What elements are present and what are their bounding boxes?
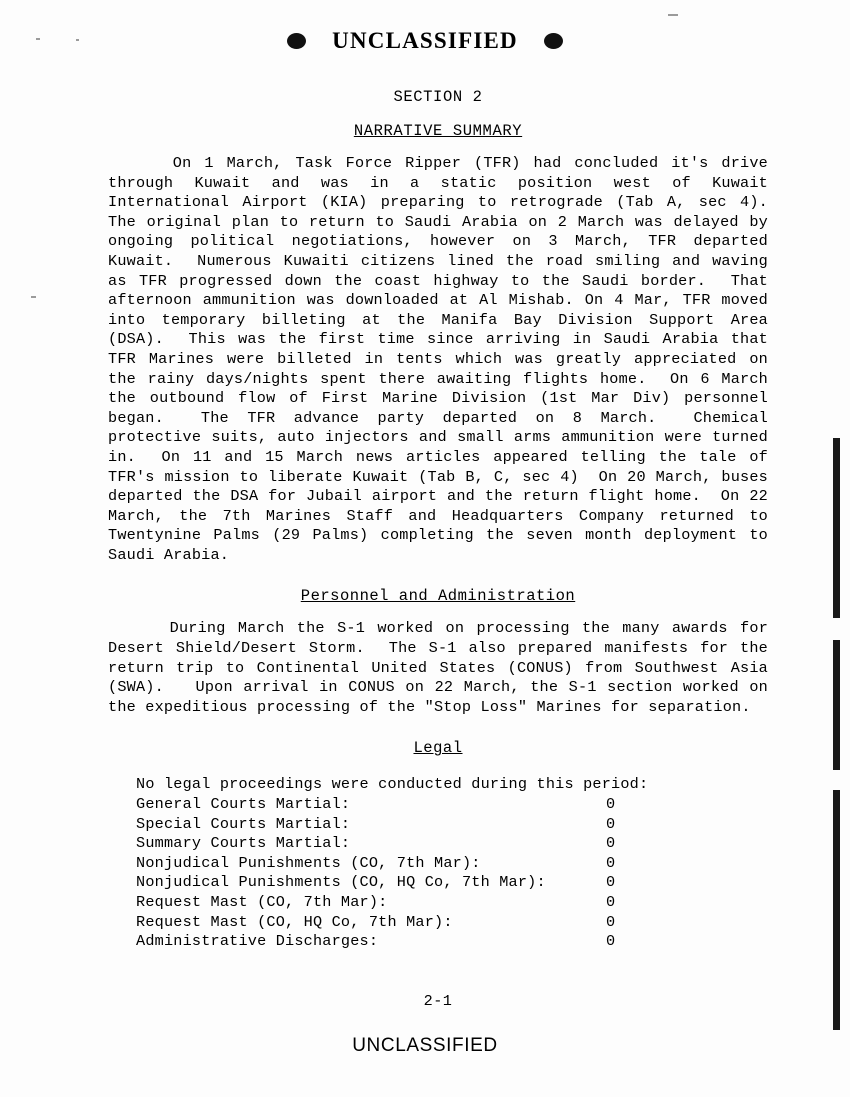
narrative-paragraph: On 1 March, Task Force Ripper (TFR) had concluded it's drive through Kuwait and was in a static position west of Kuwait International Airport (KIA) preparing to retrograde (Tab A, sec 4). The original plan to return to Saudi Arabia on 2 March was delayed by ongoing political negotiations, however on 3 March, TFR departed Kuwait. Numerous Kuwaiti citizens lined the road smiling and waving as TFR progressed down the coast highway to the Saudi border. That afternoon ammunition was downloaded at Al Mishab. On 4 Mar, TFR moved into temporary billeting at the Manifa Bay Division Support Area (DSA). This was the first time since arriving in Saudi Arabia that TFR Marines were billeted in tents which was greatly appreciated on the rainy days/nights spent there awaiting flights home. On 6 March the outbound flow of First Marine Division (1st Mar Div) personnel began. The TFR advance party departed on 8 March. Chemical protective suits, auto injectors and small arms ammunition were turned in. On 11 and 15 March news articles appeared telling the tale of TFR's mission to liberate Kuwait (Tab B, C, sec 4) On 20 March, buses departed the DSA for Jubail airport and the return flight home. On 22 March, the 7th Marines Staff and Headquarters Company returned to Twentynine Palms (29 Palms) completing the seven month deployment to Saudi Arabia. bbox=[108, 154, 787, 564]
legal-list bbox=[108, 775, 768, 951]
page-title: NARRATIVE SUMMARY bbox=[353, 122, 523, 140]
legal-heading: Legal bbox=[413, 739, 463, 758]
section-label: SECTION 2 bbox=[393, 88, 483, 106]
legal-row-label: General Courts Martial: bbox=[136, 795, 351, 814]
legal-row bbox=[136, 795, 768, 815]
legal-row bbox=[136, 854, 768, 874]
legal-intro-text: No legal proceedings were conducted during this period: bbox=[136, 775, 649, 794]
legal-row bbox=[136, 815, 768, 835]
legal-row-value: 0 bbox=[606, 814, 616, 833]
scan-edge-artifact bbox=[833, 790, 840, 1030]
legal-row-value: 0 bbox=[606, 912, 616, 931]
scan-speckle bbox=[31, 296, 36, 298]
legal-row-label: Administrative Discharges: bbox=[136, 932, 379, 951]
legal-row-label: Request Mast (CO, 7th Mar): bbox=[136, 893, 388, 911]
page-number: 2-1 bbox=[423, 991, 453, 1010]
scan-edge-artifact bbox=[833, 640, 840, 770]
legal-row-value: 0 bbox=[606, 893, 616, 911]
redaction-dot-right-icon bbox=[544, 33, 563, 49]
redaction-dot-left-icon bbox=[287, 33, 306, 49]
legal-row bbox=[136, 932, 768, 952]
legal-row-label: Special Courts Martial: bbox=[136, 814, 351, 833]
scan-speckle bbox=[668, 14, 678, 16]
personnel-admin-paragraph: During March the S-1 worked on processing the many awards for Desert Shield/Desert Storm. The S-1 also prepared manifests for the return trip to Continental United States (CONUS) from Southwest Asia (SWA). Upon arrival in CONUS on 22 March, the S-1 section worked on the expeditious processing of the "Stop Loss" Marines for separation. bbox=[108, 619, 778, 716]
legal-row-value: 0 bbox=[606, 853, 616, 872]
legal-row bbox=[136, 834, 768, 854]
scan-edge-artifact bbox=[833, 438, 840, 618]
legal-row bbox=[136, 873, 768, 893]
legal-row-value: 0 bbox=[606, 795, 616, 814]
classification-header bbox=[0, 28, 850, 54]
legal-row-label: Summary Courts Martial: bbox=[136, 834, 351, 853]
document-body bbox=[108, 78, 787, 1010]
legal-row bbox=[136, 913, 768, 933]
legal-row-label: Request Mast (CO, HQ Co, 7th Mar): bbox=[136, 912, 453, 931]
personnel-admin-heading: Personnel and Administration bbox=[300, 587, 576, 606]
classification-banner-top: UNCLASSIFIED bbox=[332, 28, 518, 53]
classification-banner-bottom: UNCLASSIFIED bbox=[352, 1035, 498, 1056]
legal-row-label: Nonjudical Punishments (CO, 7th Mar): bbox=[136, 853, 481, 872]
legal-row-value: 0 bbox=[606, 873, 616, 892]
legal-row-value: 0 bbox=[606, 932, 616, 951]
legal-row bbox=[136, 893, 768, 913]
legal-row-label: Nonjudical Punishments (CO, HQ Co, 7th Mar): bbox=[136, 873, 546, 892]
legal-row-value: 0 bbox=[606, 834, 616, 853]
